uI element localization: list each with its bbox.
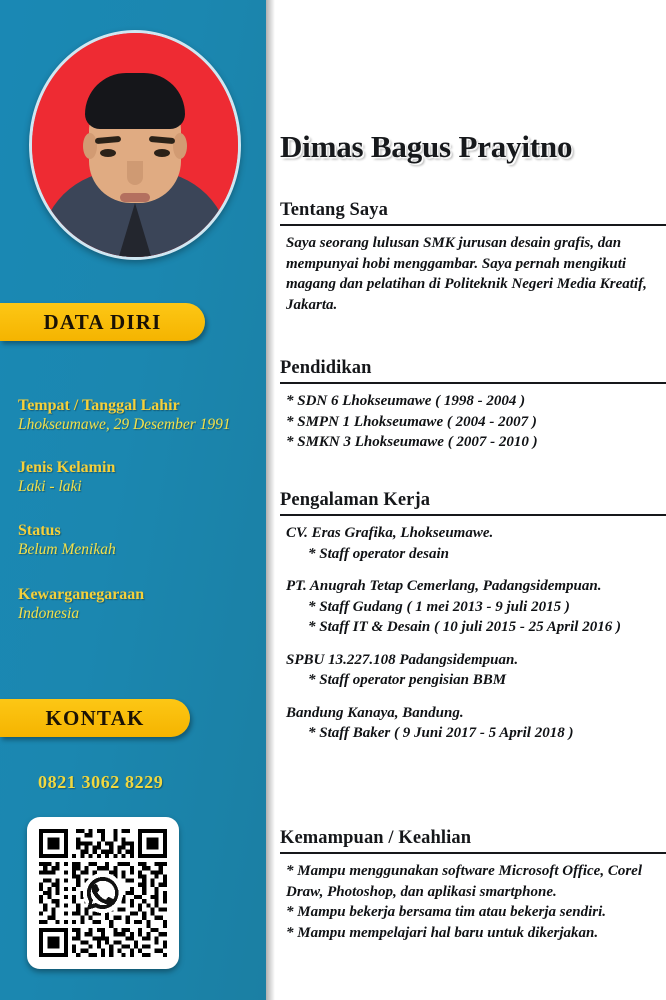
section-education <box>280 358 666 453</box>
badge-personal-data <box>0 303 205 341</box>
info-nationality <box>18 585 254 623</box>
job-employer: Bandung Kanaya, Bandung. <box>286 704 464 721</box>
section-about-rule <box>280 224 666 226</box>
job-entry <box>286 576 666 638</box>
about-paragraph: Saya seorang lulusan SMK jurusan desain grafis, dan mempunyai hobi menggambar. Saya pernah mengikuti magang dan pelatihan di Politeknik Negeri Media Kreatif, Jakarta. <box>286 235 647 313</box>
section-about <box>280 200 666 315</box>
job-employer: SPBU 13.227.108 Padangsidempuan. <box>286 651 519 668</box>
avatar-nose <box>127 161 143 185</box>
list-item: * Mampu menggunakan software Microsoft Office, Corel Draw, Photoshop, dan aplikasi smartphone. <box>286 863 642 900</box>
section-education-rule <box>280 382 666 384</box>
info-status-value: Belum Menikah <box>18 541 116 558</box>
section-experience-rule <box>280 514 666 516</box>
avatar <box>29 30 241 260</box>
page-title: Dimas Bagus Prayitno <box>280 128 573 164</box>
info-birth <box>18 396 254 434</box>
info-gender-label: Jenis Kelamin <box>18 459 116 476</box>
job-role: * Staff operator pengisian BBM <box>308 672 507 688</box>
list-item: * Mampu mempelajari hal baru untuk dikerjakan. <box>286 924 599 941</box>
qr-code-icon <box>35 825 171 961</box>
job-entry <box>286 650 666 691</box>
job-role: * Staff operator desain <box>308 545 449 562</box>
info-birth-value: Lhokseumawe, 29 Desember 1991 <box>18 416 231 433</box>
whatsapp-icon <box>83 873 123 913</box>
avatar-eye-right <box>154 149 170 157</box>
job-role: * Staff Baker ( 9 Juni 2017 - 5 April 2018 ) <box>308 725 574 741</box>
info-status-label: Status <box>18 522 61 539</box>
section-skills-rule <box>280 852 666 854</box>
sidebar <box>0 0 266 1000</box>
info-nationality-label: Kewarganegaraan <box>18 586 145 603</box>
section-skills-title: Kemampuan / Keahlian <box>280 828 472 848</box>
avatar-eye-left <box>100 149 116 157</box>
job-entry <box>286 703 666 744</box>
avatar-mouth <box>120 193 150 202</box>
list-item: * SMPN 1 Lhokseumawe ( 2004 - 2007 ) <box>286 413 537 430</box>
avatar-ear-left <box>83 133 97 159</box>
list-item: * SMKN 3 Lhokseumawe ( 2007 - 2010 ) <box>286 434 538 450</box>
badge-contact-label: KONTAK <box>45 705 145 730</box>
section-education-title: Pendidikan <box>280 358 372 378</box>
section-about-title: Tentang Saya <box>280 200 388 220</box>
avatar-ear-right <box>173 133 187 159</box>
job-role: * Staff IT & Desain ( 10 juli 2015 - 25 April 2016 ) <box>308 619 621 635</box>
info-birth-label: Tempat / Tanggal Lahir <box>18 397 180 414</box>
job-entry <box>286 523 666 564</box>
list-item: * SDN 6 Lhokseumawe ( 1998 - 2004 ) <box>286 393 526 409</box>
job-employer: PT. Anugrah Tetap Cemerlang, Padangsidempuan. <box>286 578 602 594</box>
contact-phone[interactable]: 0821 3062 8229 <box>38 772 164 792</box>
section-experience-title: Pengalaman Kerja <box>280 490 431 510</box>
info-gender <box>18 458 254 496</box>
whatsapp-qr-code[interactable] <box>27 817 179 969</box>
section-experience <box>280 490 666 744</box>
info-status <box>18 521 254 559</box>
main-content <box>266 0 666 1000</box>
section-skills <box>280 828 666 943</box>
info-gender-value: Laki - laki <box>18 478 82 495</box>
badge-personal-data-label: DATA DIRI <box>43 309 162 334</box>
job-employer: CV. Eras Grafika, Lhokseumawe. <box>286 525 494 541</box>
job-role: * Staff Gudang ( 1 mei 2013 - 9 juli 2015 ) <box>308 598 570 615</box>
list-item: * Mampu bekerja bersama tim atau bekerja sendiri. <box>286 904 607 920</box>
badge-contact <box>0 699 190 737</box>
info-nationality-value: Indonesia <box>18 605 80 622</box>
